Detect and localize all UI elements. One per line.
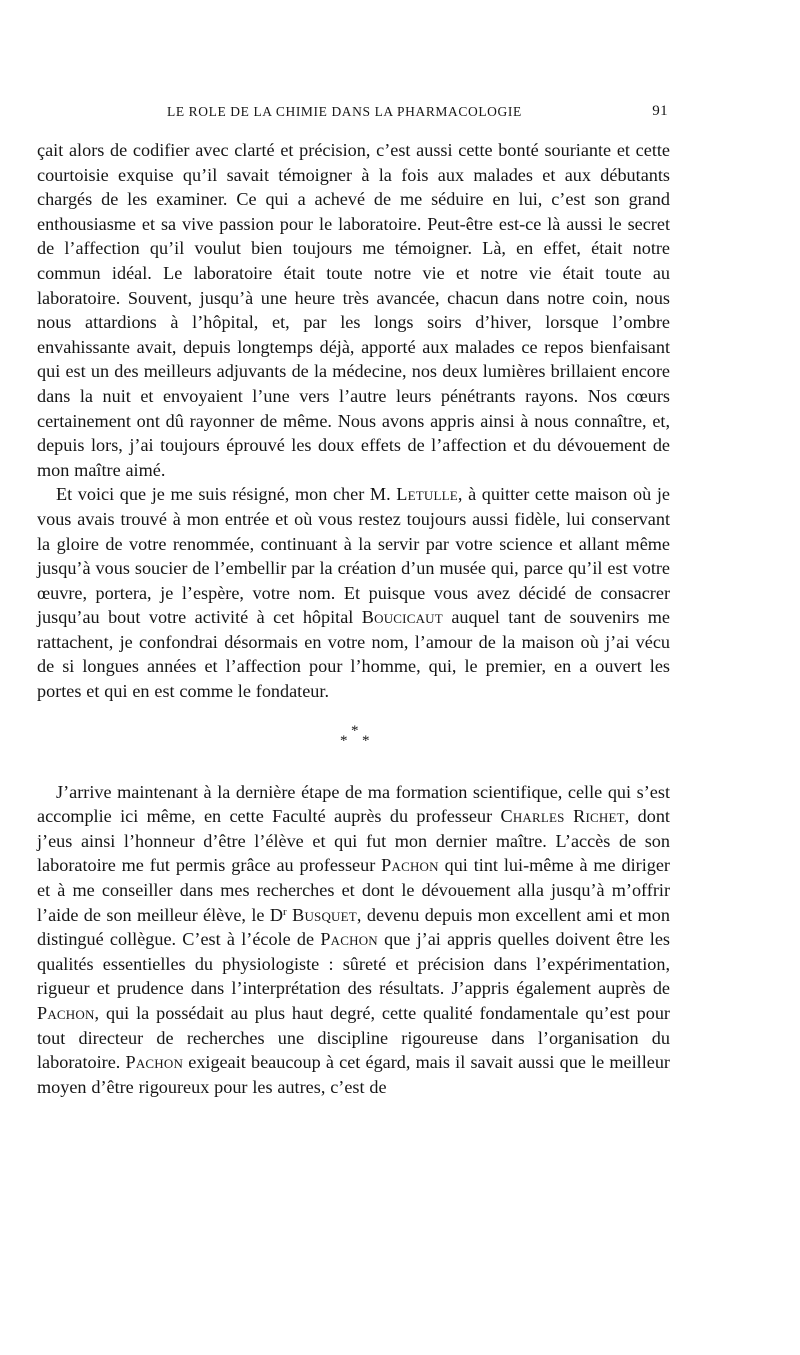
running-header [37, 98, 670, 122]
paragraph-text-segment: , devenu depuis mon excellent ami et mon distingué collègue. C’est à l’école de [37, 904, 670, 950]
paragraph-faculty [37, 780, 670, 1100]
hospital-name-boucicaut: Boucicaut [361, 607, 443, 628]
paragraph-text-segment: , à quitter cette maison où je vous avais trouvé à mon entrée et où vous restez toujours aussi fidèle, lui conservant la gloire de votre renommée, continuant à la servir par votre science et allant même jusqu’à vous soucier de l’embellir par la création d’un musée qui, parce qu’il est votre œuvre, portera, je l’espère, votre nom. Et puisque vous avez décidé de consacrer jusqu’au bout votre activité à cet hôpital [37, 484, 670, 628]
person-name-pachon: Pachon [381, 855, 439, 876]
asterism-star: * [351, 722, 359, 739]
asterism-star: * [362, 732, 370, 749]
person-name-pachon: Pachon [320, 929, 378, 950]
paragraph-text-segment: que j’ai appris quelles doivent être les qualités essentielles du physiologiste : sûreté et précision dans l’expérimentation, rigueur et prudence dans l’interprétation des résultats. J’appris également auprès de [37, 929, 670, 999]
person-name-pachon: Pachon [125, 1052, 184, 1073]
paragraph-text-segment: , dont j’eus ainsi l’honneur d’être l’élève et qui fut mon dernier maître. L’accès de son laboratoire me fut permis grâce au professeur [37, 806, 670, 876]
running-title: LE ROLE DE LA CHIMIE DANS LA PHARMACOLOGIE [167, 104, 522, 119]
section-break-asterism [37, 714, 670, 780]
paragraph-continuation: çait alors de codifier avec clarté et précision, c’est aussi cette bonté souriante et cette courtoisie exquise qu’il savait témoigner à la fois aux malades et aux débutants chargés de les examiner. Ce qui a achevé de me séduire en lui, c’est son grand enthousiasme et sa vive passion pour le laboratoire. Peut-être est-ce là aussi le secret de l’affection qu’il voulut bien toujours me témoigner. Là, en effet, était notre commun idéal. Le laboratoire était toute notre vie et notre vie était toute au laboratoire. Souvent, jusqu’à une heure très avancée, chacun dans notre coin, nous nous attardions à l’hôpital, et, par les longs soirs d’hiver, lorsque l’ombre envahissante avait, depuis longtemps déjà, apporté aux malades ce repos bienfaisant qui est un des meilleurs adjuvants de la médecine, nos deux lumières brillaient encore dans la nuit et envoyaient l’une vers l’autre leurs pénétrants rayons. Nos cœurs certainement ont dû rayonner de même. Nous avons appris ainsi à nous connaître, et, depuis lors, j’ai toujours éprouvé les doux effets de l’affection et du dévouement de mon maître aimé. [37, 140, 670, 480]
person-name-letulle: Letulle [396, 484, 458, 505]
page-number: 91 [652, 103, 668, 119]
paragraph-letulle [37, 482, 670, 703]
asterism-star: * [340, 732, 348, 749]
paragraph-text-segment: qui tint lui-même à me diriger et à me conseiller dans mes recherches et dont le dévouement alla jusqu’à m’offrir l’aide de son meilleur élève, le D [37, 855, 670, 925]
person-name-pachon: Pachon [37, 1003, 95, 1023]
paragraph-text-segment: auquel tant de souvenirs me rattachent, je confondrai désormais en votre nom, l’amour de la maison où j’ai vécu de si longues années et l’affection pour l’homme, qui, le premier, en a ouvert les portes et qui en est comme le fondateur. [37, 607, 670, 702]
book-page [37, 98, 670, 1099]
paragraph-text-segment: exigeait beaucoup à cet égard, mais il savait aussi que le meilleur moyen d’être rigoureux pour les autres, c’est de [37, 1052, 670, 1097]
person-name-busquet: Busquet [292, 904, 357, 925]
doctor-superscript: r [283, 905, 287, 918]
paragraph-text-segment: , qui la possédait au plus haut degré, cette qualité fondamentale qu’est pour tout directeur de recherches une discipline rigoureuse dans l’organisation du laboratoire. [37, 1003, 670, 1073]
person-name-charles-richet: Charles Richet [500, 806, 625, 827]
paragraph-text-segment: Et voici que je me suis résigné, mon cher M. [56, 484, 397, 505]
paragraph-text-segment: J’arrive maintenant à la dernière étape de ma formation scientifique, celle qui s’est accomplie ici même, en cette Faculté auprès du professeur [37, 781, 670, 827]
